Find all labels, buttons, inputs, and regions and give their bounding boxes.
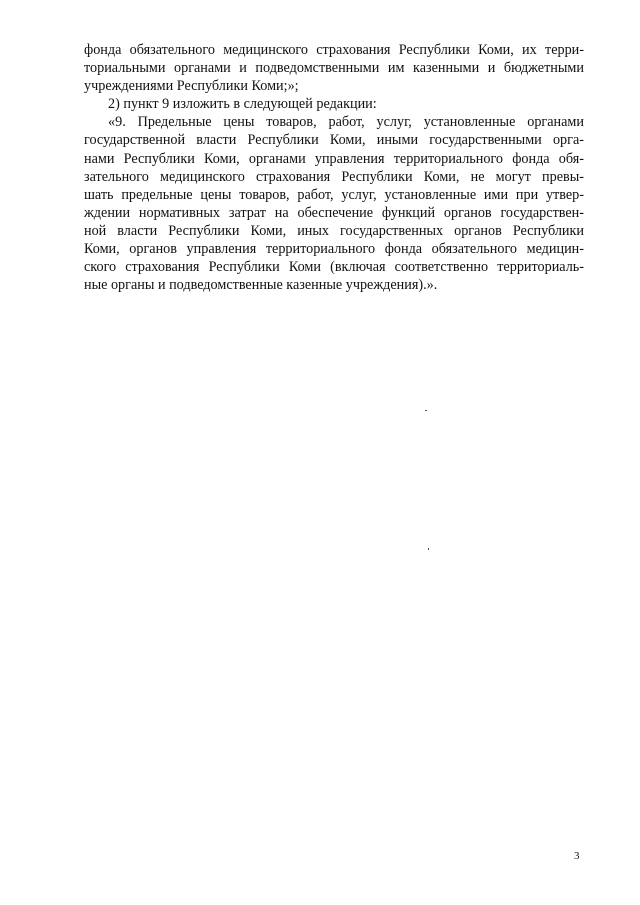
body-line: зательного медицинского страхования Республики Коми, не могут превы-	[84, 168, 584, 185]
body-line: фонда обязательного медицинского страхования Республики Коми, их терри-	[84, 42, 584, 58]
document-body	[84, 41, 584, 294]
body-line: ского страхования Республики Коми (включая соответственно территориаль-	[84, 259, 584, 276]
body-line: шать предельные цены товаров, работ, услуг, установленные ими при утвер-	[84, 186, 584, 203]
body-line: ные органы и подведомственные казенные учреждения).».	[84, 277, 438, 294]
body-line: государственной власти Республики Коми, иными государственными орга-	[84, 132, 584, 149]
body-line: нами Республики Коми, органами управления территориального фонда обя-	[84, 150, 584, 167]
amendment-item-heading: 2) пункт 9 изложить в следующей редакции:	[108, 96, 377, 113]
scan-speck	[425, 410, 427, 411]
page-number: 3	[574, 850, 580, 862]
scan-speck	[428, 548, 429, 550]
body-line: Коми, органов управления территориального фонда обязательного медицин-	[84, 241, 584, 258]
body-line: ториальными органами и подведомственными им казенными и бюджетными	[84, 60, 584, 77]
body-line: «9. Предельные цены товаров, работ, услуг, установленные органами	[108, 114, 584, 131]
body-line: учреждениями Республики Коми;»;	[84, 78, 299, 95]
body-line: ной власти Республики Коми, иных государственных органов Республики	[84, 222, 584, 239]
body-line: ждении нормативных затрат на обеспечение функций органов государствен-	[84, 204, 584, 221]
